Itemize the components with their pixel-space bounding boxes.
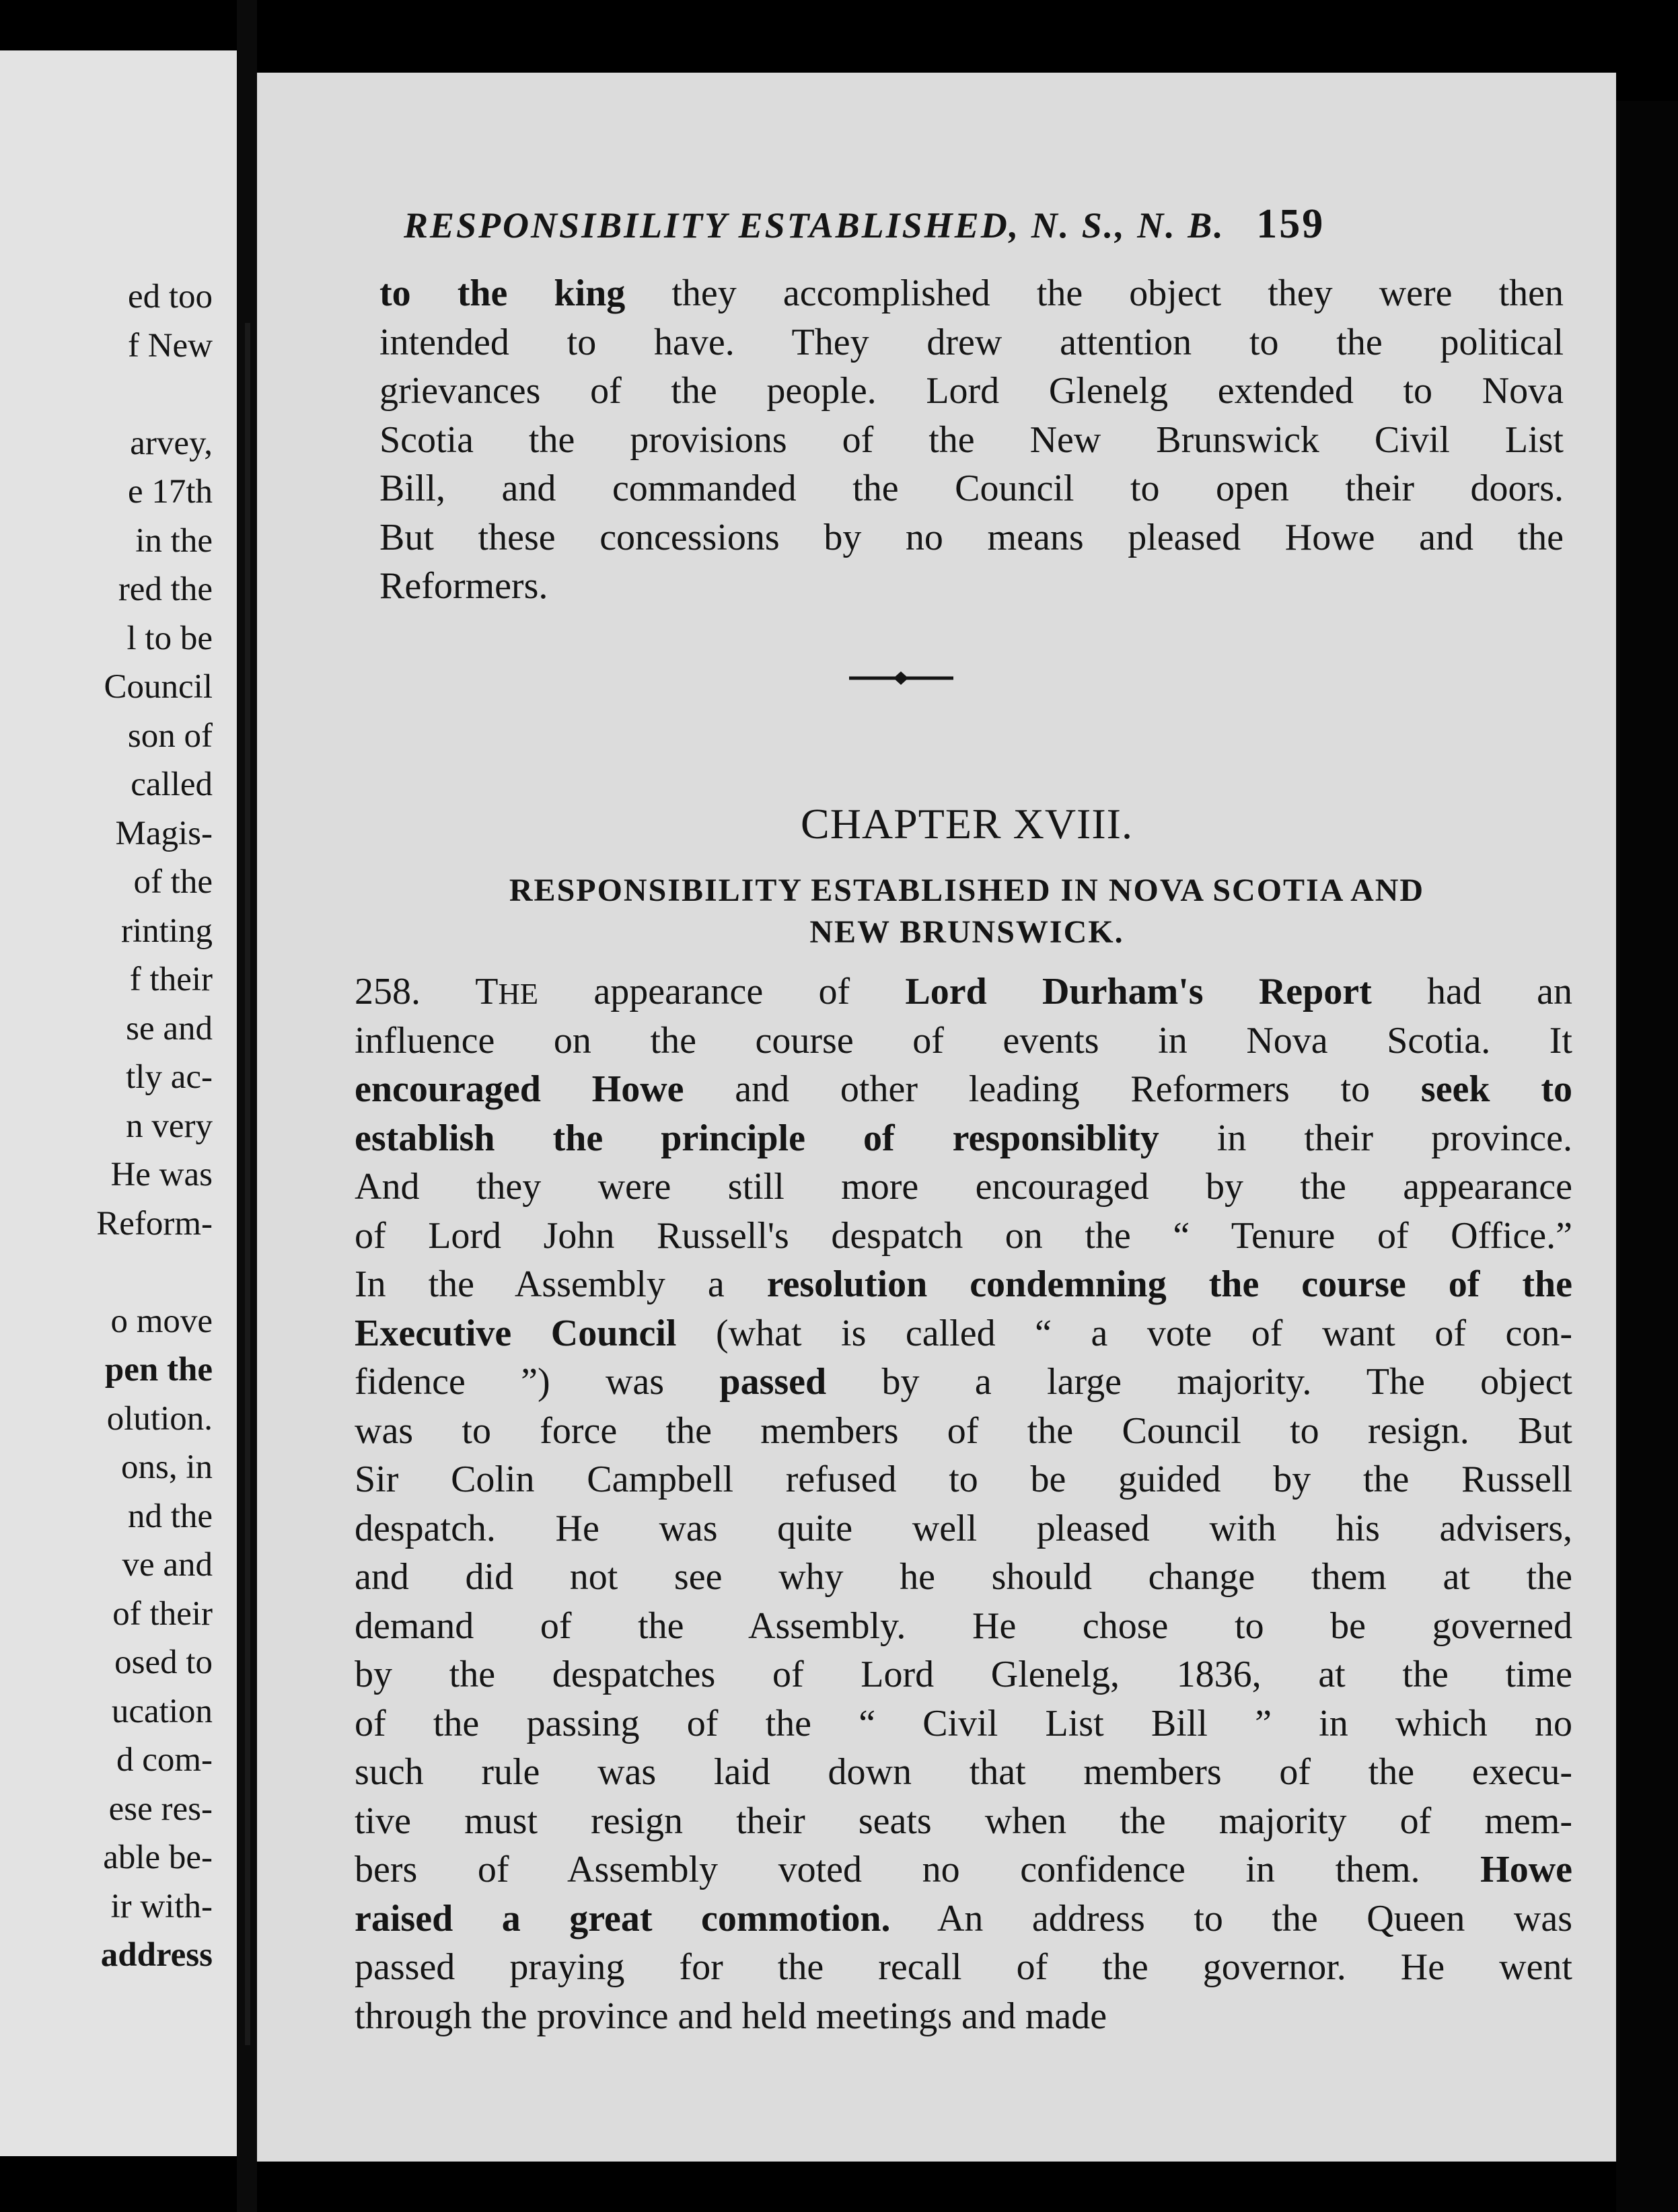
section-divider-ornament bbox=[849, 670, 953, 686]
facing-page-line: ese res- bbox=[108, 1790, 213, 1828]
text-run: fidence ”) was bbox=[355, 1361, 720, 1403]
facing-page-line: nd the bbox=[127, 1497, 213, 1535]
facing-page-line: f New bbox=[127, 326, 213, 365]
text-run: And they were still more encouraged by the appearance bbox=[355, 1166, 1572, 1208]
text-run: But these concessions by no means pleased Howe and the bbox=[379, 516, 1564, 558]
text-line bbox=[355, 1748, 1572, 1797]
facing-page-line: son of bbox=[127, 716, 213, 755]
text-line bbox=[355, 1797, 1572, 1846]
text-run: passed praying for the recall of the governor. He went bbox=[355, 1946, 1572, 1988]
text-line bbox=[379, 562, 1564, 611]
text-line bbox=[355, 1943, 1572, 1992]
text-line bbox=[355, 1407, 1572, 1456]
text-run: and other leading Reformers to bbox=[684, 1068, 1421, 1110]
text-run: by a large majority. The object bbox=[826, 1361, 1572, 1403]
bold-text-run: passed bbox=[719, 1361, 827, 1403]
text-line bbox=[355, 1504, 1572, 1553]
bold-text-run: seek to bbox=[1420, 1068, 1572, 1110]
text-run: An address to the Queen was bbox=[890, 1897, 1572, 1940]
text-run: demand of the Assembly. He chose to be governed bbox=[355, 1605, 1572, 1647]
facing-page-line: in the bbox=[135, 521, 213, 560]
text-line bbox=[379, 416, 1564, 465]
bold-text-run: encouraged Howe bbox=[355, 1068, 684, 1110]
facing-page-line: e 17th bbox=[127, 473, 213, 511]
text-run: HE bbox=[498, 977, 539, 1010]
facing-page-line: rinting bbox=[121, 912, 213, 950]
facing-page-line: able be- bbox=[103, 1839, 213, 1876]
text-run: of the passing of the “ Civil List Bill ” in which no bbox=[355, 1702, 1572, 1744]
continued-paragraph bbox=[379, 269, 1564, 611]
text-line bbox=[355, 1845, 1572, 1894]
text-run: despatch. He was quite well pleased with his advisers, bbox=[355, 1507, 1572, 1549]
facing-page-line: olution. bbox=[106, 1399, 213, 1438]
text-run: by the despatches of Lord Glenelg, 1836, at the time bbox=[355, 1654, 1572, 1695]
facing-page-line: Magis- bbox=[115, 814, 213, 852]
text-run: bers of Assembly voted no confidence in them. bbox=[355, 1849, 1481, 1890]
text-run: through the province and held meetings and made bbox=[355, 1995, 1107, 2037]
bold-text-run: raised a great commotion. bbox=[355, 1897, 891, 1940]
facing-page-line: f their bbox=[129, 961, 213, 998]
facing-page-line: arvey, bbox=[130, 424, 213, 462]
text-line bbox=[355, 1260, 1572, 1309]
text-line bbox=[355, 1212, 1572, 1261]
facing-page-line: called bbox=[131, 766, 213, 803]
facing-page-line bbox=[96, 1248, 213, 1297]
text-line bbox=[355, 1358, 1572, 1407]
facing-page-line: o move bbox=[110, 1302, 213, 1340]
text-run: grievances of the people. Lord Glenelg extended to Nova bbox=[379, 370, 1564, 412]
bold-text-run: to the king bbox=[379, 272, 626, 314]
running-title: RESPONSIBILITY ESTABLISHED, N. S., N. B. bbox=[404, 205, 1225, 246]
text-run: they accomplished the object they were then bbox=[625, 272, 1564, 314]
bold-text-run: Executive Council bbox=[355, 1312, 677, 1354]
chapter-subtitle-line: RESPONSIBILITY ESTABLISHED IN NOVA SCOTIA AND bbox=[509, 873, 1425, 908]
facing-page-line: se and bbox=[126, 1009, 213, 1047]
paragraph-258 bbox=[355, 967, 1572, 2040]
running-header bbox=[404, 200, 1588, 248]
facing-page-line: of the bbox=[133, 863, 213, 901]
facing-page-line: ir with- bbox=[110, 1887, 213, 1925]
facing-page-line: ons, in bbox=[120, 1448, 213, 1486]
text-line bbox=[379, 269, 1564, 318]
facing-page-line: He was bbox=[110, 1156, 213, 1193]
facing-page-line: tly ac- bbox=[126, 1058, 213, 1096]
text-run: and did not see why he should change them at the bbox=[355, 1556, 1572, 1598]
facing-page bbox=[0, 50, 237, 2156]
facing-page-line: Reform- bbox=[96, 1204, 213, 1243]
text-run: such rule was laid down that members of the execu- bbox=[355, 1751, 1572, 1793]
book-page bbox=[257, 73, 1616, 2162]
facing-page-line: pen the bbox=[104, 1351, 213, 1389]
text-line bbox=[379, 513, 1564, 562]
text-run: was to force the members of the Council to resign. But bbox=[355, 1409, 1572, 1452]
facing-page-line: ed too bbox=[127, 278, 213, 316]
text-run: influence on the course of events in Nova Scotia. It bbox=[355, 1019, 1572, 1062]
text-line bbox=[355, 1114, 1572, 1163]
facing-page-line: ucation bbox=[111, 1692, 213, 1730]
facing-page-line bbox=[96, 370, 213, 419]
facing-page-text bbox=[96, 272, 213, 1980]
text-line bbox=[355, 1894, 1572, 1944]
text-run: Bill, and commanded the Council to open their doors. bbox=[379, 468, 1564, 509]
text-run: (what is called “ a vote of want of con- bbox=[676, 1312, 1572, 1354]
text-run: in their province. bbox=[1159, 1117, 1572, 1159]
text-run: Sir Colin Campbell refused to be guided by the Russell bbox=[355, 1459, 1572, 1500]
text-line bbox=[355, 1163, 1572, 1212]
text-line bbox=[379, 464, 1564, 513]
text-run: In the Assembly a bbox=[355, 1263, 767, 1305]
text-line bbox=[355, 1602, 1572, 1651]
text-line bbox=[355, 967, 1572, 1017]
text-run: 258. T bbox=[355, 971, 499, 1012]
text-line bbox=[355, 1553, 1572, 1602]
bold-text-run: Lord Durham's Report bbox=[905, 971, 1372, 1012]
scan-border bbox=[1616, 101, 1678, 2212]
chapter-subtitle-line: NEW BRUNSWICK. bbox=[809, 914, 1124, 950]
text-line bbox=[355, 1455, 1572, 1504]
facing-page-line: Council bbox=[104, 668, 213, 706]
text-line bbox=[379, 367, 1564, 416]
text-run: tive must resign their seats when the majority of mem- bbox=[355, 1800, 1572, 1842]
page-number: 159 bbox=[1256, 201, 1325, 247]
facing-page-line: n very bbox=[126, 1107, 213, 1145]
text-run: had an bbox=[1371, 971, 1572, 1012]
text-line bbox=[355, 1309, 1572, 1358]
text-line bbox=[355, 1699, 1572, 1748]
text-run: Reformers. bbox=[379, 565, 548, 607]
chapter-heading: CHAPTER XVIII. bbox=[801, 800, 1133, 848]
bold-text-run: Howe bbox=[1480, 1849, 1572, 1890]
spine-shadow bbox=[245, 323, 250, 2045]
text-line bbox=[355, 1017, 1572, 1066]
bold-text-run: establish the principle of responsiblity bbox=[355, 1117, 1159, 1159]
text-line bbox=[355, 1650, 1572, 1699]
text-run: appearance of bbox=[538, 971, 906, 1012]
text-line bbox=[379, 318, 1564, 367]
text-run: Scotia the provisions of the New Brunswick Civil List bbox=[379, 418, 1564, 461]
text-run: intended to have. They drew attention to the political bbox=[379, 321, 1564, 363]
facing-page-line: osed to bbox=[114, 1644, 213, 1681]
facing-page-line: d com- bbox=[116, 1741, 213, 1779]
facing-page-line: red the bbox=[118, 570, 213, 608]
bold-text-run: resolution condemning the course of the bbox=[766, 1263, 1572, 1305]
facing-page-line: ve and bbox=[122, 1546, 213, 1584]
text-line bbox=[355, 1992, 1572, 2041]
facing-page-line: address bbox=[100, 1936, 213, 1974]
text-run: of Lord John Russell's despatch on the “ Tenure of Office.” bbox=[355, 1214, 1572, 1257]
text-line bbox=[355, 1065, 1572, 1114]
facing-page-line: of their bbox=[112, 1594, 213, 1633]
facing-page-line: l to be bbox=[126, 619, 213, 657]
chapter-subtitle bbox=[358, 870, 1576, 953]
